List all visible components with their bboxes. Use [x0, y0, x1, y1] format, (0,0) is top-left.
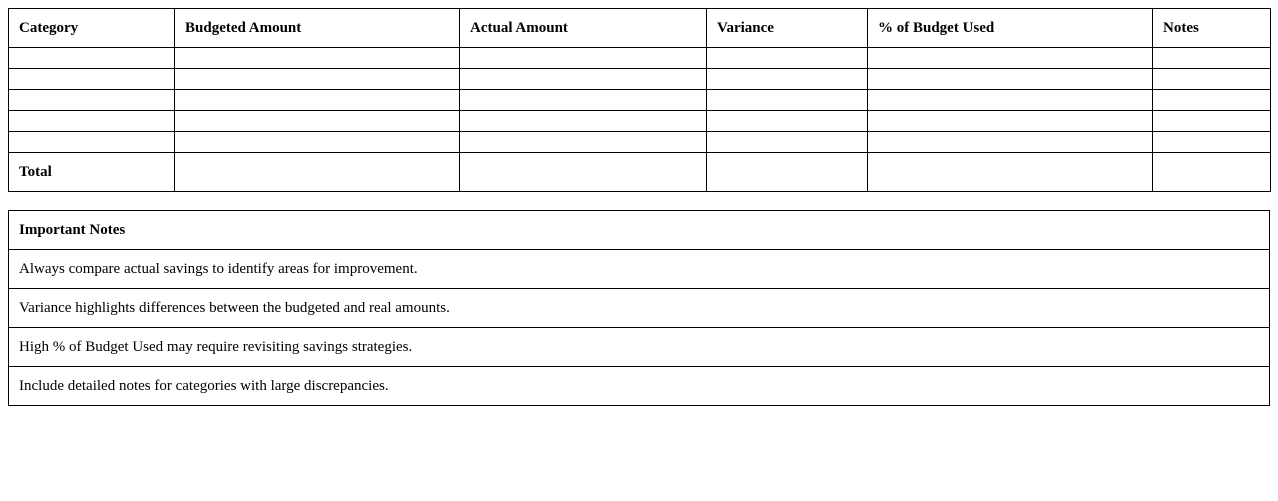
- table-cell: [868, 132, 1153, 153]
- table-cell: [1153, 132, 1271, 153]
- table-row: [9, 69, 1271, 90]
- table-cell: [707, 132, 868, 153]
- table-cell: [868, 90, 1153, 111]
- list-item: [9, 367, 1270, 406]
- total-notes-cell: [1153, 153, 1271, 192]
- header-budgeted-amount: Budgeted Amount: [175, 9, 460, 48]
- note-text: Always compare actual savings to identify areas for improvement.: [9, 250, 1270, 289]
- notes-heading-row: [9, 211, 1270, 250]
- table-cell: [707, 48, 868, 69]
- total-actual-cell: [460, 153, 707, 192]
- header-notes: Notes: [1153, 9, 1271, 48]
- table-cell: [707, 69, 868, 90]
- table-cell: [868, 69, 1153, 90]
- table-cell: [175, 111, 460, 132]
- total-row: [9, 153, 1271, 192]
- header-actual-amount: Actual Amount: [460, 9, 707, 48]
- table-cell: [9, 69, 175, 90]
- note-text: High % of Budget Used may require revisiting savings strategies.: [9, 328, 1270, 367]
- table-cell: [175, 69, 460, 90]
- total-budgeted-cell: [175, 153, 460, 192]
- table-cell: [460, 90, 707, 111]
- notes-heading: Important Notes: [9, 211, 1270, 250]
- list-item: [9, 289, 1270, 328]
- total-variance-cell: [707, 153, 868, 192]
- table-cell: [1153, 111, 1271, 132]
- header-percent-budget-used: % of Budget Used: [868, 9, 1153, 48]
- table-cell: [9, 132, 175, 153]
- total-percent-cell: [868, 153, 1153, 192]
- table-cell: [868, 111, 1153, 132]
- table-row: [9, 132, 1271, 153]
- table-cell: [460, 132, 707, 153]
- table-row: [9, 111, 1271, 132]
- list-item: [9, 328, 1270, 367]
- table-cell: [175, 132, 460, 153]
- note-text: Include detailed notes for categories with large discrepancies.: [9, 367, 1270, 406]
- table-cell: [460, 48, 707, 69]
- table-cell: [175, 90, 460, 111]
- table-cell: [707, 111, 868, 132]
- table-cell: [868, 48, 1153, 69]
- table-cell: [1153, 69, 1271, 90]
- table-cell: [1153, 90, 1271, 111]
- table-cell: [175, 48, 460, 69]
- table-cell: [460, 69, 707, 90]
- table-cell: [9, 90, 175, 111]
- table-row: [9, 48, 1271, 69]
- table-header-row: [9, 9, 1271, 48]
- important-notes-table: [8, 210, 1270, 406]
- table-cell: [9, 48, 175, 69]
- table-cell: [9, 111, 175, 132]
- table-cell: [707, 90, 868, 111]
- list-item: [9, 250, 1270, 289]
- header-category: Category: [9, 9, 175, 48]
- table-cell: [1153, 48, 1271, 69]
- total-label: Total: [9, 153, 175, 192]
- note-text: Variance highlights differences between the budgeted and real amounts.: [9, 289, 1270, 328]
- table-row: [9, 90, 1271, 111]
- budget-table: [8, 8, 1271, 192]
- table-cell: [460, 111, 707, 132]
- header-variance: Variance: [707, 9, 868, 48]
